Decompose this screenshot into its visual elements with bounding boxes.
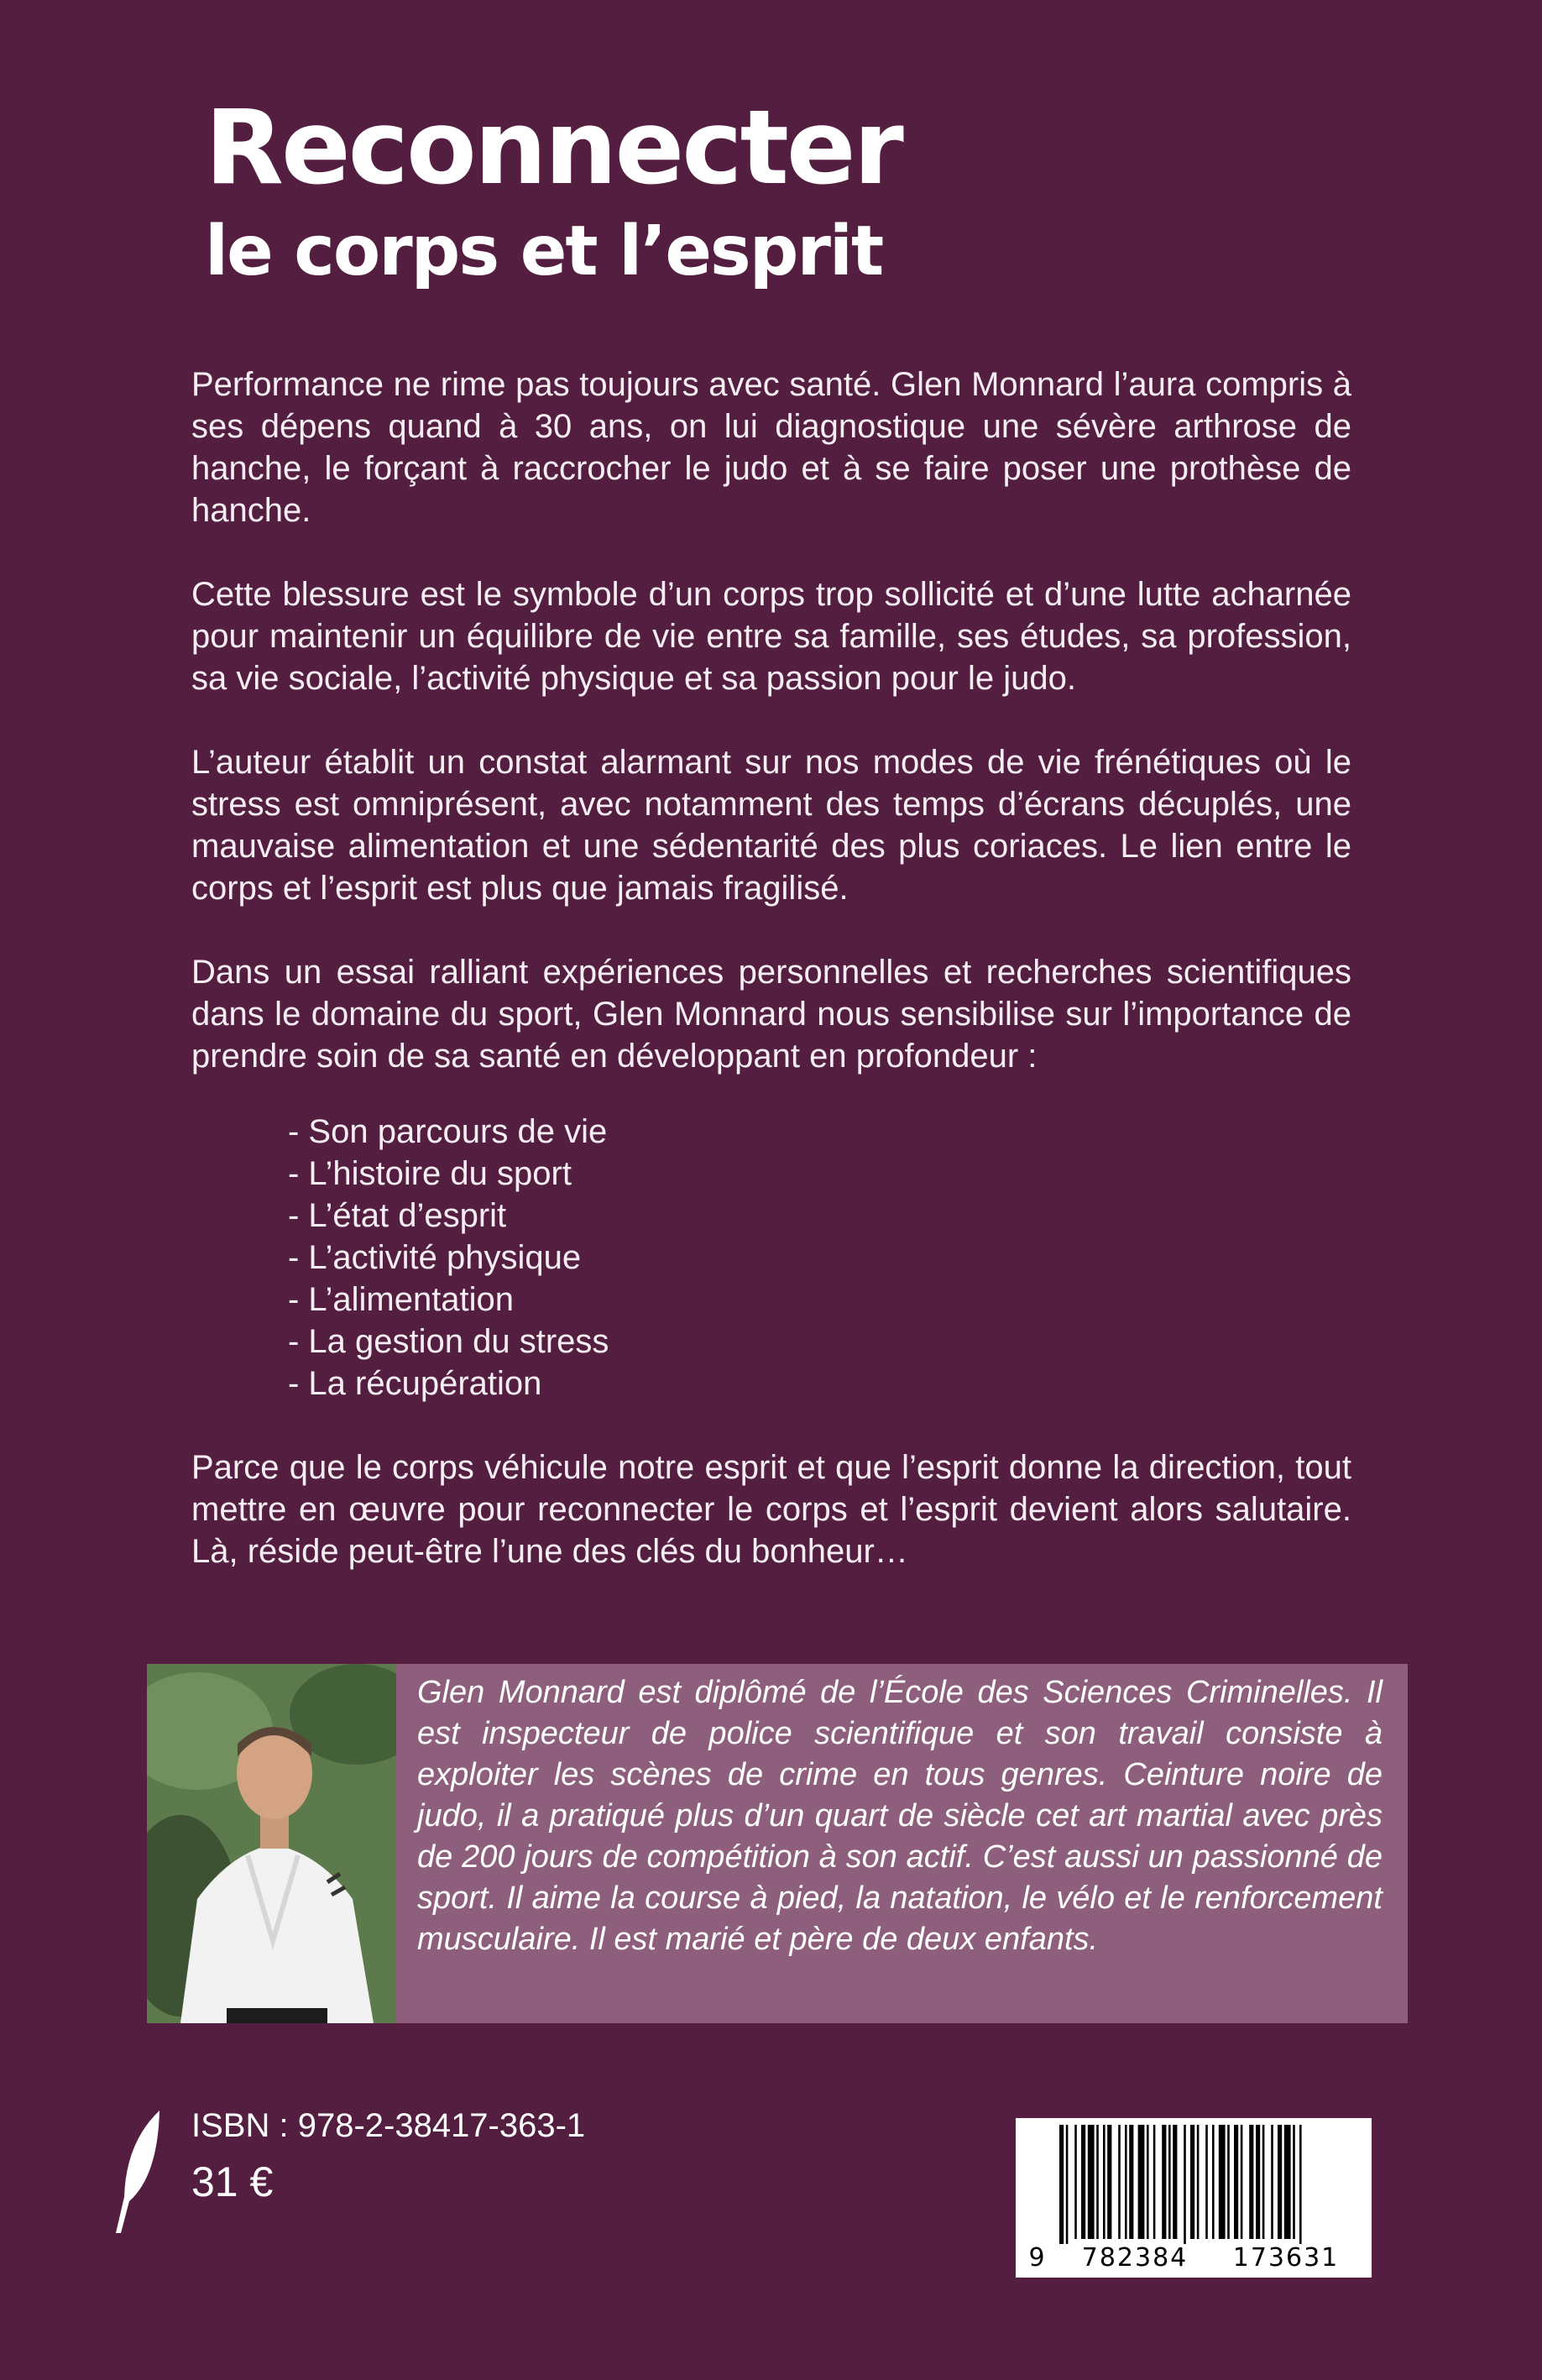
book-subtitle: le corps et l’esprit <box>205 212 883 291</box>
barcode-bar <box>1212 2125 1215 2239</box>
barcode-bar <box>1293 2125 1295 2239</box>
barcode <box>1016 2118 1372 2278</box>
barcode-bar <box>1162 2125 1166 2239</box>
closing-paragraph: Parce que le corps véhicule notre esprit et que l’esprit donne la direction, tout mettre en œuvre pour reconnecter le corps et l’esprit devient alors salutaire. Là, réside peut-être l’une des clés du bonheur… <box>191 1449 1351 1570</box>
judoka-photo-illustration <box>147 1664 396 2023</box>
barcode-bar <box>1234 2125 1238 2239</box>
barcode-bar <box>1241 2125 1243 2239</box>
price-text: 31 € <box>191 2158 274 2205</box>
title-block <box>205 88 902 291</box>
barcode-bar <box>1168 2125 1171 2239</box>
paragraph-4: Dans un essai ralliant expériences personnelles et recherches scientifiques dans le domaine du sport, Glen Monnard nous sensibilise sur l’importance de prendre soin de sa santé en développant en profondeur : <box>191 954 1351 1075</box>
barcode-bar <box>1249 2125 1253 2239</box>
barcode-bar <box>1197 2125 1200 2239</box>
list-item: - La récupération <box>288 1365 542 1402</box>
barcode-bar <box>1278 2125 1282 2239</box>
barcode-bar <box>1184 2125 1186 2244</box>
list-item: - La gestion du stress <box>288 1323 609 1360</box>
barcode-bar <box>1129 2125 1133 2239</box>
barcode-bar <box>1190 2125 1194 2239</box>
barcode-bar <box>1299 2125 1302 2244</box>
barcode-bar <box>1059 2125 1064 2244</box>
list-item: - L’état d’esprit <box>288 1197 507 1234</box>
barcode-bar <box>1096 2125 1099 2239</box>
barcode-bar <box>1262 2125 1265 2239</box>
barcode-bar <box>1205 2125 1208 2239</box>
barcode-bar <box>1088 2125 1095 2239</box>
barcode-bar <box>1081 2125 1085 2239</box>
barcode-bar <box>1107 2125 1111 2239</box>
barcode-bar <box>1138 2125 1145 2239</box>
barcode-bars <box>1016 2118 1372 2244</box>
barcode-bar <box>1284 2125 1291 2239</box>
topics-list <box>191 1111 1351 1404</box>
barcode-bar <box>1125 2125 1127 2239</box>
barcode-bar <box>1256 2125 1260 2239</box>
author-bio: Glen Monnard est diplômé de l’École des Sciences Criminelles. Il est inspecteur de police scientifique et son travail consiste à exploiter les scènes de crime en tous genres. Ceinture noire de judo, il a pratiqué plus d’un quart de siècle cet art martial avec près de 200 jours de compétition à son actif. C’est aussi un passionné de sport. Il aime la course à pied, la natation, le vélo et le renforcement musculaire. Il est marié et père de deux enfants. <box>417 1675 1383 1957</box>
barcode-bar <box>1066 2125 1069 2244</box>
barcode-bar <box>1173 2125 1177 2239</box>
back-cover-text <box>191 364 1351 1614</box>
barcode-group-1: 782384 <box>1081 2243 1189 2273</box>
barcode-first-digit: 9 <box>1028 2243 1047 2273</box>
list-item: - Son parcours de vie <box>288 1113 608 1150</box>
isbn-text: ISBN : 978-2-38417-363-1 <box>191 2107 586 2144</box>
barcode-digits <box>1016 2243 1372 2273</box>
barcode-bar <box>1074 2125 1077 2239</box>
paragraph-3: L’auteur établit un constat alarmant sur nos modes de vie frénétiques où le stress est omniprésent, avec notamment des temps d’écrans décuplés, une mauvaise alimentation et une sédentarité des plus coriaces. Le lien entre le corps et l’esprit est plus que jamais fragilisé. <box>191 744 1351 907</box>
feather-icon <box>109 2109 168 2235</box>
barcode-group-2: 173631 <box>1232 2243 1340 2273</box>
paragraph-2: Cette blessure est le symbole d’un corps trop sollicité et d’une lutte acharnée pour maintenir un équilibre de vie entre sa famille, ses études, sa profession, sa vie sociale, l’activité physique et sa passion pour le judo. <box>191 576 1351 697</box>
author-box <box>147 1664 1408 2023</box>
author-photo <box>147 1664 396 2023</box>
book-title: Reconnecter <box>205 88 902 207</box>
list-item: - L’histoire du sport <box>288 1155 572 1192</box>
barcode-bar <box>1219 2125 1226 2239</box>
barcode-bar <box>1147 2125 1149 2239</box>
barcode-bar <box>1227 2125 1230 2239</box>
paragraph-1: Performance ne rime pas toujours avec santé. Glen Monnard l’aura compris à ses dépens quand à 30 ans, on lui diagnostique une sévère arthrose de hanche, le forçant à raccrocher le judo et à se faire poser une prothèse de hanche. <box>191 366 1351 529</box>
barcode-bar <box>1271 2125 1273 2239</box>
barcode-bar <box>1118 2125 1121 2239</box>
list-item: - L’activité physique <box>288 1239 582 1276</box>
list-item: - L’alimentation <box>288 1281 515 1318</box>
barcode-bar <box>1103 2125 1106 2239</box>
barcode-bar <box>1153 2125 1156 2239</box>
